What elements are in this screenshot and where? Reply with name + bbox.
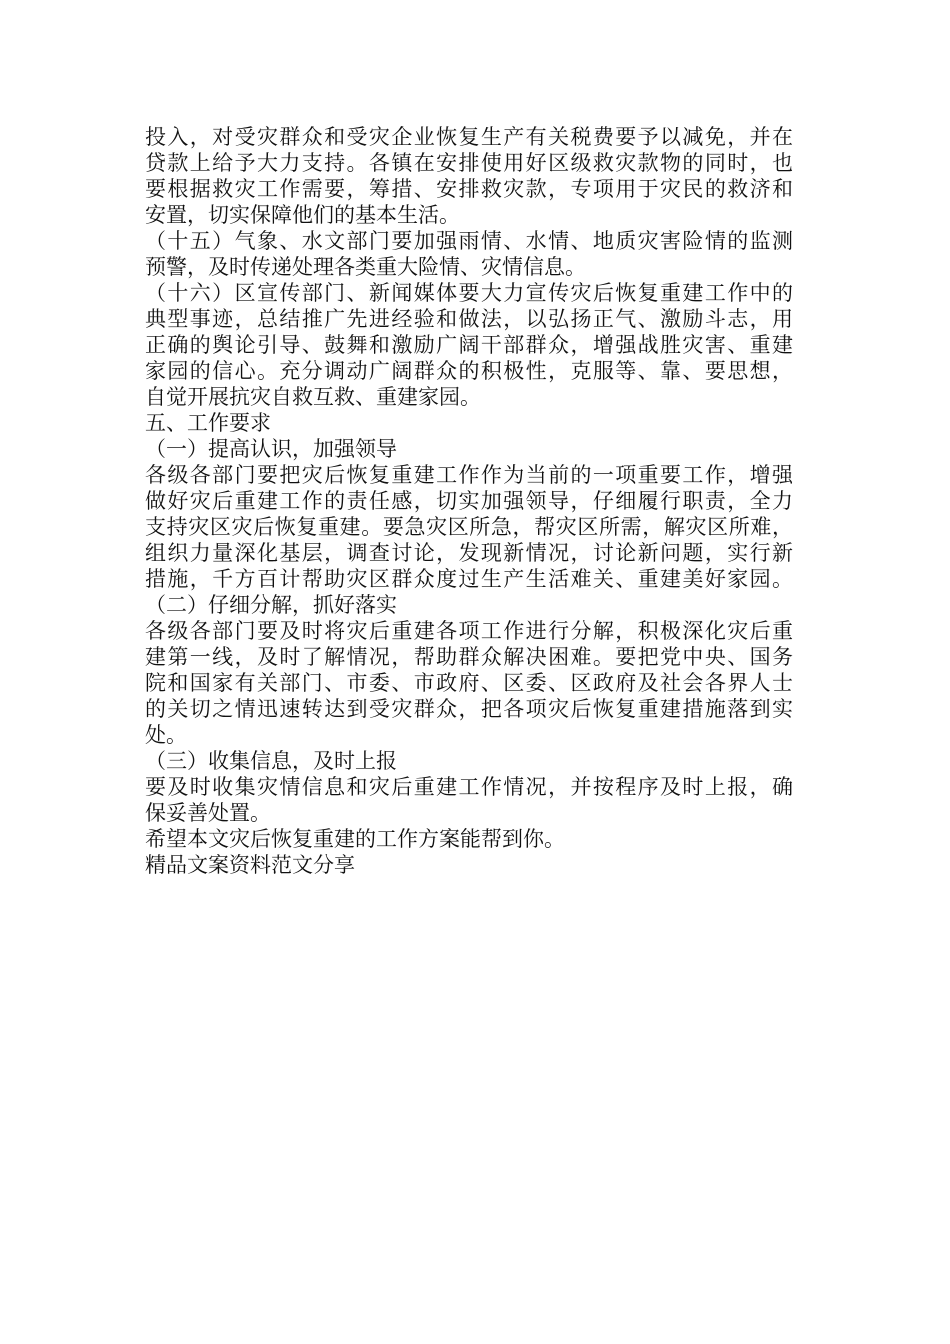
text-line: 家园的信心。充分调动广阔群众的积极性，克服等、靠、要思想， [145,359,793,383]
text-line: 贷款上给予大力支持。各镇在安排使用好区级救灾款物的同时，也 [145,151,793,175]
text-line: 措施，千方百计帮助灾区群众度过生产生活难关、重建美好家园。 [145,567,793,591]
text-line: 的关切之情迅速转达到受灾群众，把各项灾后恢复重建措施落到实 [145,697,793,721]
closing-line: 希望本文灾后恢复重建的工作方案能帮到你。 [145,827,565,851]
subsection-heading: （二）仔细分解，抓好落实 [145,593,397,617]
subsection-heading: （三）收集信息，及时上报 [145,749,397,773]
text-line: 做好灾后重建工作的责任感，切实加强领导，仔细履行职责，全力 [145,489,793,513]
text-line: 要及时收集灾情信息和灾后重建工作情况，并按程序及时上报，确 [145,775,793,799]
text-line: 各级各部门要及时将灾后重建各项工作进行分解，积极深化灾后重 [145,619,793,643]
text-line: 建第一线，及时了解情况，帮助群众解决困难。要把党中央、国务 [145,645,793,669]
text-line: 投入，对受灾群众和受灾企业恢复生产有关税费要予以减免，并在 [145,125,793,149]
text-line: 安置，切实保障他们的基本生活。 [145,203,460,227]
text-line: 处。 [145,723,187,747]
text-line: 正确的舆论引导、鼓舞和激励广阔干部群众，增强战胜灾害、重建 [145,333,793,357]
text-line: 院和国家有关部门、市委、市政府、区委、区政府及社会各界人士 [145,671,793,695]
text-line: 支持灾区灾后恢复重建。要急灾区所急，帮灾区所需，解灾区所难， [145,515,793,539]
text-line: 组织力量深化基层，调查讨论，发现新情况，讨论新问题，实行新 [145,541,793,565]
document-body [145,124,805,878]
text-line: （十五）气象、水文部门要加强雨情、水情、地质灾害险情的监测 [145,229,793,253]
text-line: （十六）区宣传部门、新闻媒体要大力宣传灾后恢复重建工作中的 [145,281,793,305]
text-line: 各级各部门要把灾后恢复重建工作作为当前的一项重要工作，增强 [145,463,793,487]
text-line: 保妥善处置。 [145,801,271,825]
text-line: 预警，及时传递处理各类重大险情、灾情信息。 [145,255,586,279]
subsection-heading: （一）提高认识，加强领导 [145,437,397,461]
text-line: 典型事迹，总结推广先进经验和做法，以弘扬正气、激励斗志，用 [145,307,793,331]
section-heading: 五、工作要求 [145,411,271,435]
text-line: 要根据救灾工作需要，筹措、安排救灾款，专项用于灾民的救济和 [145,177,793,201]
text-line: 自觉开展抗灾自救互救、重建家园。 [145,385,481,409]
footer-tagline: 精品文案资料范文分享 [145,853,355,877]
